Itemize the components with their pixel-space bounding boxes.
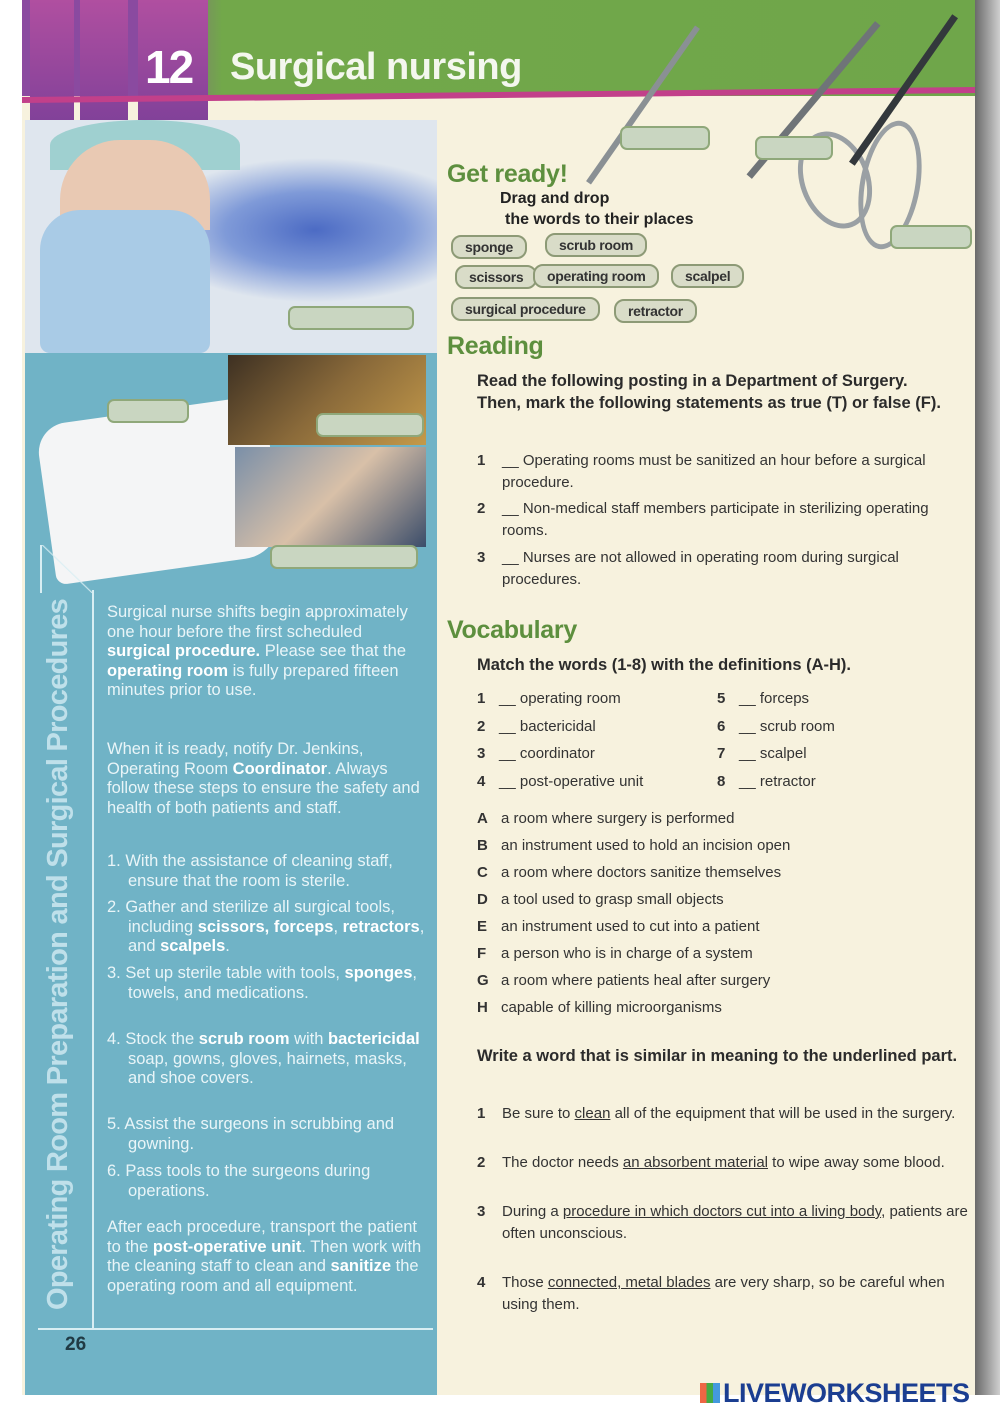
item-text: [502, 1272, 977, 1316]
text-segment: After each procedure, transport the patient to the: [107, 1218, 418, 1256]
vocabulary-instruction: Match the words (1-8) with the definitions (A-H).: [477, 656, 851, 674]
text-segment: with: [289, 1030, 329, 1048]
item-text: __ scalpel: [739, 745, 807, 762]
vocab-definition: [477, 891, 724, 908]
vocab-word: [477, 745, 595, 762]
posting-step: [107, 898, 427, 957]
item-number: 1: [477, 690, 486, 707]
text-segment: . Then work with the cleaning staff to clean and: [107, 1237, 422, 1275]
word-chip-surgical-procedure[interactable]: surgical procedure: [451, 297, 600, 321]
scalpel-photo: [235, 447, 426, 547]
definition-letter: D: [477, 891, 488, 908]
underlined-phrase: clean: [574, 1105, 611, 1122]
item-number: 4: [477, 1274, 486, 1291]
text-segment: 4. Stock the: [107, 1030, 199, 1048]
word-chip-operating-room[interactable]: operating room: [533, 264, 659, 288]
definition-text: a tool used to grasp small objects: [501, 891, 724, 908]
text-segment: soap, gowns, gloves, hairnets, masks, and shoe covers.: [128, 1049, 407, 1087]
item-number: 2: [477, 1154, 486, 1171]
page-edge-shadow: [975, 0, 1000, 1395]
reading-instruction: Read the following posting in a Department of Surgery. Then, mark the following statements as true (T) or false (F).: [477, 372, 941, 412]
text-segment: to wipe away some blood.: [768, 1154, 945, 1171]
logo-icon: [700, 1383, 720, 1403]
bold-term: sanitize: [330, 1257, 392, 1275]
posting-paragraph: [107, 1218, 427, 1296]
drag-instruction: the words to their places: [505, 211, 694, 228]
text-segment: , and: [128, 917, 425, 955]
vocab-definition: [477, 810, 734, 827]
drop-zone[interactable]: [288, 306, 414, 330]
vocab-definition: [477, 945, 753, 962]
definition-letter: B: [477, 837, 488, 854]
bold-term: scissors, forceps: [197, 917, 334, 936]
drop-zone[interactable]: [620, 126, 710, 150]
posting-paragraph: [107, 603, 427, 701]
text-segment: , towels, and medications.: [128, 964, 417, 1002]
text-segment: is fully prepared fifteen minutes prior to use.: [107, 661, 399, 699]
page-number: 26: [65, 1334, 87, 1355]
item-text: __ post-operative unit: [499, 772, 644, 790]
bold-term: surgical procedure.: [107, 642, 261, 660]
vocab-word: [717, 745, 807, 762]
drop-zone[interactable]: [755, 136, 833, 160]
text-segment: 3. Set up sterile table with tools,: [107, 964, 345, 982]
bold-term: bactericidal: [328, 1030, 420, 1048]
item-number: 3: [477, 745, 486, 762]
definition-letter: C: [477, 864, 488, 881]
bold-term: scalpels: [160, 937, 226, 955]
text-segment: Please see that the: [260, 642, 406, 660]
text-segment: The doctor needs: [502, 1154, 623, 1171]
item-number: 2: [477, 717, 486, 735]
posting-step: [107, 852, 427, 891]
underlined-phrase: procedure in which doctors cut into a living body: [562, 1203, 882, 1220]
item-number: 3: [477, 1203, 486, 1220]
bold-term: retractors: [342, 917, 420, 936]
bold-term: operating room: [107, 661, 229, 680]
unit-title: Surgical nursing: [230, 46, 522, 88]
word-chip-scissors[interactable]: scissors: [455, 265, 537, 289]
item-number: 7: [717, 745, 726, 762]
text-segment: .: [225, 937, 230, 955]
text-segment: 1. With the assistance of cleaning staff, ensure that the room is sterile.: [107, 852, 393, 890]
reading-heading: Reading: [447, 332, 544, 360]
item-text: [502, 1103, 977, 1125]
item-text: __ operating room: [499, 690, 621, 707]
panel-divider: [38, 1328, 433, 1330]
item-number: 8: [717, 772, 726, 790]
text-segment: Be sure to: [502, 1105, 575, 1122]
text-segment: ,: [333, 917, 343, 936]
bold-term: sponges: [344, 964, 413, 982]
word-chip-sponge[interactable]: sponge: [451, 235, 527, 259]
posting-step: [107, 1030, 427, 1089]
definition-text: an instrument used to cut into a patient: [501, 918, 760, 935]
definition-letter: H: [477, 999, 488, 1016]
vocab-word: [477, 690, 621, 707]
item-text: __ forceps: [739, 690, 810, 707]
text-segment: During a: [502, 1203, 563, 1220]
posting-step: [107, 1115, 427, 1154]
drop-zone[interactable]: [316, 413, 424, 437]
item-text: [502, 1201, 977, 1245]
item-text: [502, 1152, 977, 1174]
item-text: __ retractor: [739, 772, 816, 790]
text-segment: are very sharp, so be careful when using them.: [502, 1274, 945, 1313]
text-segment: all of the equipment that will be used in the surgery.: [610, 1105, 956, 1122]
panel-divider: [92, 590, 94, 1328]
text-segment: 6. Pass tools to the surgeons during operations.: [107, 1162, 371, 1200]
vocab-word: [717, 773, 816, 790]
word-chip-scalpel[interactable]: scalpel: [671, 264, 744, 288]
posting-paragraph: [107, 740, 427, 818]
text-segment: Surgical nurse shifts begin approximately one hour before the first scheduled: [107, 603, 408, 641]
text-segment: , patients are often unconscious.: [502, 1203, 968, 1242]
drop-zone[interactable]: [270, 545, 418, 569]
item-number: 5: [717, 690, 726, 707]
vocabulary-heading: Vocabulary: [447, 616, 577, 644]
posting-side-title: Operating Room Preparation and Surgical Procedures: [42, 598, 74, 1310]
vocab-definition: [477, 837, 790, 854]
text-segment: When it is ready, notify Dr. Jenkins, Operating Room: [107, 740, 364, 778]
liveworksheets-logo: LIVEWORKSHEETS: [700, 1378, 970, 1409]
vocab-word: [477, 718, 596, 735]
vocab-definition: [477, 972, 770, 989]
text-segment: 5. Assist the surgeons in scrubbing and gowning.: [107, 1115, 395, 1153]
vocab-word: [717, 718, 835, 735]
item-text: __ scrub room: [739, 717, 835, 735]
item-number: 4: [477, 772, 486, 790]
similar-instruction: Write a word that is similar in meaning to the underlined part.: [477, 1047, 958, 1065]
definition-letter: A: [477, 810, 488, 827]
definition-text: a room where surgery is performed: [501, 810, 735, 827]
get-ready-heading: Get ready!: [447, 160, 568, 188]
text-segment: 2. Gather and sterilize all surgical tools, including: [107, 898, 395, 936]
panel-corner-decoration: [40, 545, 92, 593]
vocab-definition: [477, 999, 722, 1016]
drag-instruction: Drag and drop: [500, 190, 610, 207]
item-number: 6: [717, 717, 726, 735]
nurse-mask: [40, 210, 210, 353]
posting-step: [107, 1162, 427, 1201]
definition-letter: G: [477, 972, 489, 989]
drop-zone[interactable]: [107, 399, 189, 423]
header-tab: [80, 0, 128, 140]
text-segment: Those: [502, 1274, 548, 1291]
item-number: 1: [477, 1105, 486, 1122]
definition-text: a person who is in charge of a system: [501, 945, 753, 962]
drop-zone[interactable]: [890, 225, 972, 249]
vocab-definition: [477, 864, 781, 881]
word-chip-retractor[interactable]: retractor: [614, 299, 697, 323]
definition-text: capable of killing microorganisms: [501, 999, 722, 1016]
bold-term: scrub room: [198, 1030, 290, 1048]
text-segment: the operating room and all equipment.: [107, 1257, 419, 1295]
definition-text: a room where doctors sanitize themselves: [501, 864, 782, 881]
underlined-phrase: connected, metal blades: [547, 1274, 711, 1291]
vocab-word: [717, 690, 809, 707]
item-text: __ coordinator: [499, 745, 595, 762]
underlined-phrase: an absorbent material: [622, 1154, 769, 1171]
definition-letter: F: [477, 945, 487, 962]
bold-term: post-operative unit: [152, 1237, 302, 1256]
bold-term: Coordinator: [232, 759, 328, 778]
posting-step: [107, 964, 427, 1003]
header-tab: [30, 0, 74, 140]
item-text: __ bactericidal: [499, 717, 596, 735]
text-segment: . Always follow these steps to ensure the safety and health of both patients and staff.: [107, 759, 420, 817]
unit-number: 12: [145, 41, 193, 93]
word-chip-scrub-room[interactable]: scrub room: [545, 233, 647, 257]
definition-letter: E: [477, 918, 488, 935]
definition-text: a room where patients heal after surgery: [501, 972, 771, 989]
definition-text: an instrument used to hold an incision open: [501, 837, 791, 854]
vocab-word: [477, 773, 643, 790]
vocab-definition: [477, 918, 760, 935]
